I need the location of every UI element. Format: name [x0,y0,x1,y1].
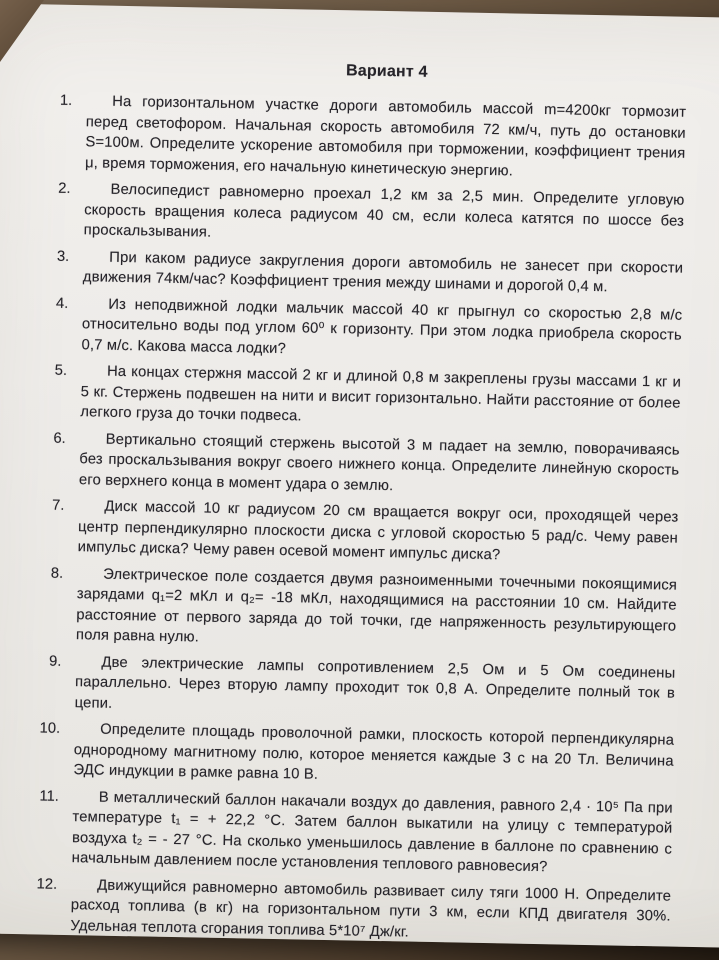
problem-item [39,787,673,881]
problem-text: Велосипедист равномерно проехал 1,2 км за 2,5 мин. Определите угловую скорость вращения колеса радиусом 40 см, если колеса катятся по шоссе без проскальзывания. [83,181,685,241]
problem-item [54,361,682,434]
problem-number: 12. [36,875,58,893]
problem-item [56,247,684,300]
problem-item [59,91,687,185]
problem-text: Определите площадь проволочной рамки, плоскость которой перпендикулярна однородному магнитному полю, которое меняется каждые 3 с на 20 Тл. Величина ЭДС индукции в рамке равна 10 В. [73,721,675,783]
problem-text: Из неподвижной лодки мальчик массой 40 кг прыгнул со скоростью 2,8 м/с относительно воды под углом 60⁰ к горизонту. При этом лодка приобрела скорость 0,7 м/с. Какова масса лодки? [81,296,683,357]
problem-text: На горизонтальном участке дороги автомобиль массой m=4200кг тормозит перед светофором. Начальная скорость автомобиля 72 км/ч, путь до остановки S=100м. Определите ускорение автомобиля при торможении, коэффициент трения μ, время торможения, его начальную кинетическую энергию. [84,93,687,179]
problem-number: 3. [56,248,70,265]
problem-text: Две электрические лампы сопротивлением 2,5 Ом и 5 Ом соединены параллельно. Через вторую лампу проходит ток 0,8 А. Определите полный ток в цепи. [74,654,676,712]
problem-number: 10. [39,720,61,737]
problem-item [39,719,675,792]
problem-number: 5. [54,362,68,379]
document-body [0,3,719,948]
problem-number: 9. [48,653,62,670]
problem-number: 7. [51,497,65,514]
paper-sheet [0,3,719,948]
problem-item [55,294,683,367]
problem-number: 11. [39,787,60,805]
problem-number: 4. [55,295,69,312]
problem-number: 8. [50,565,64,582]
problem-text: В металлический баллон накачали воздух до давления, равного 2,4 · 10⁵ Па при температуре t₁ = + 22,2 °С. Затем баллон выкатили на улицу с температурой воздуха t₂ = - 27 °С. На сколько уменьшилось давление в баллоне по сравнению с начальным давлением после установления теплового равновесия? [71,789,673,876]
problem-text: Электрическое поле создается двумя разноименными точечными покоящимися зарядами q₁=2 мКл и q₂= -18 мКл, находящимися на расстоянии 10 см. Найдите расстояние от первого заряда до той точки, где напряженность результирующего поля равна нулю. [75,566,678,646]
problem-text: Диск массой 10 кг радиусом 20 см вращается вокруг оси, проходящей через центр перпендикулярно плоскости диска с угловой скоростью 5 рад/с. Чему равен импульс диска? Чему равен осевой момент импульс диска? [77,498,679,564]
problem-item [58,179,685,252]
problem-text: Движущийся равномерно автомобиль развивает силу тяги 1000 Н. Определите расход топлива (в кг) на горизонтальном пути 3 км, если КПД двигателя 30%. Удельная теплота сгорания топлива 5*10⁷ Дж/кг. [70,877,672,941]
problem-number: 1. [59,92,73,109]
document-title: Вариант 4 [345,62,428,81]
problem-item [48,652,676,725]
problem-text: Вертикально стоящий стержень высотой 3 м падает на землю, поворачиваясь без проскальзывания вокруг своего нижнего конца. Определите линейную скорость его верхнего конца в момент удара о землю. [78,431,680,494]
problem-item [53,429,680,502]
problem-number: 6. [53,430,66,447]
problem-number: 2. [58,180,71,197]
problem-text: На концах стержня массой 2 кг и длиной 0,8 м закреплены грузы массами 1 кг и 5 кг. Стержень подвешен на нити и висит горизонтально. Найти расстояние от более легкого груза до точки подвеса. [80,363,682,425]
problem-item [51,496,679,569]
problem-item [36,875,672,948]
problem-text: При каком радиусе закругления дороги автомобиль не занесет при скорости движения 74км/час? Коэффициент трения между шинами и дорогой 0,4 м. [82,249,684,296]
problem-item [50,564,678,658]
